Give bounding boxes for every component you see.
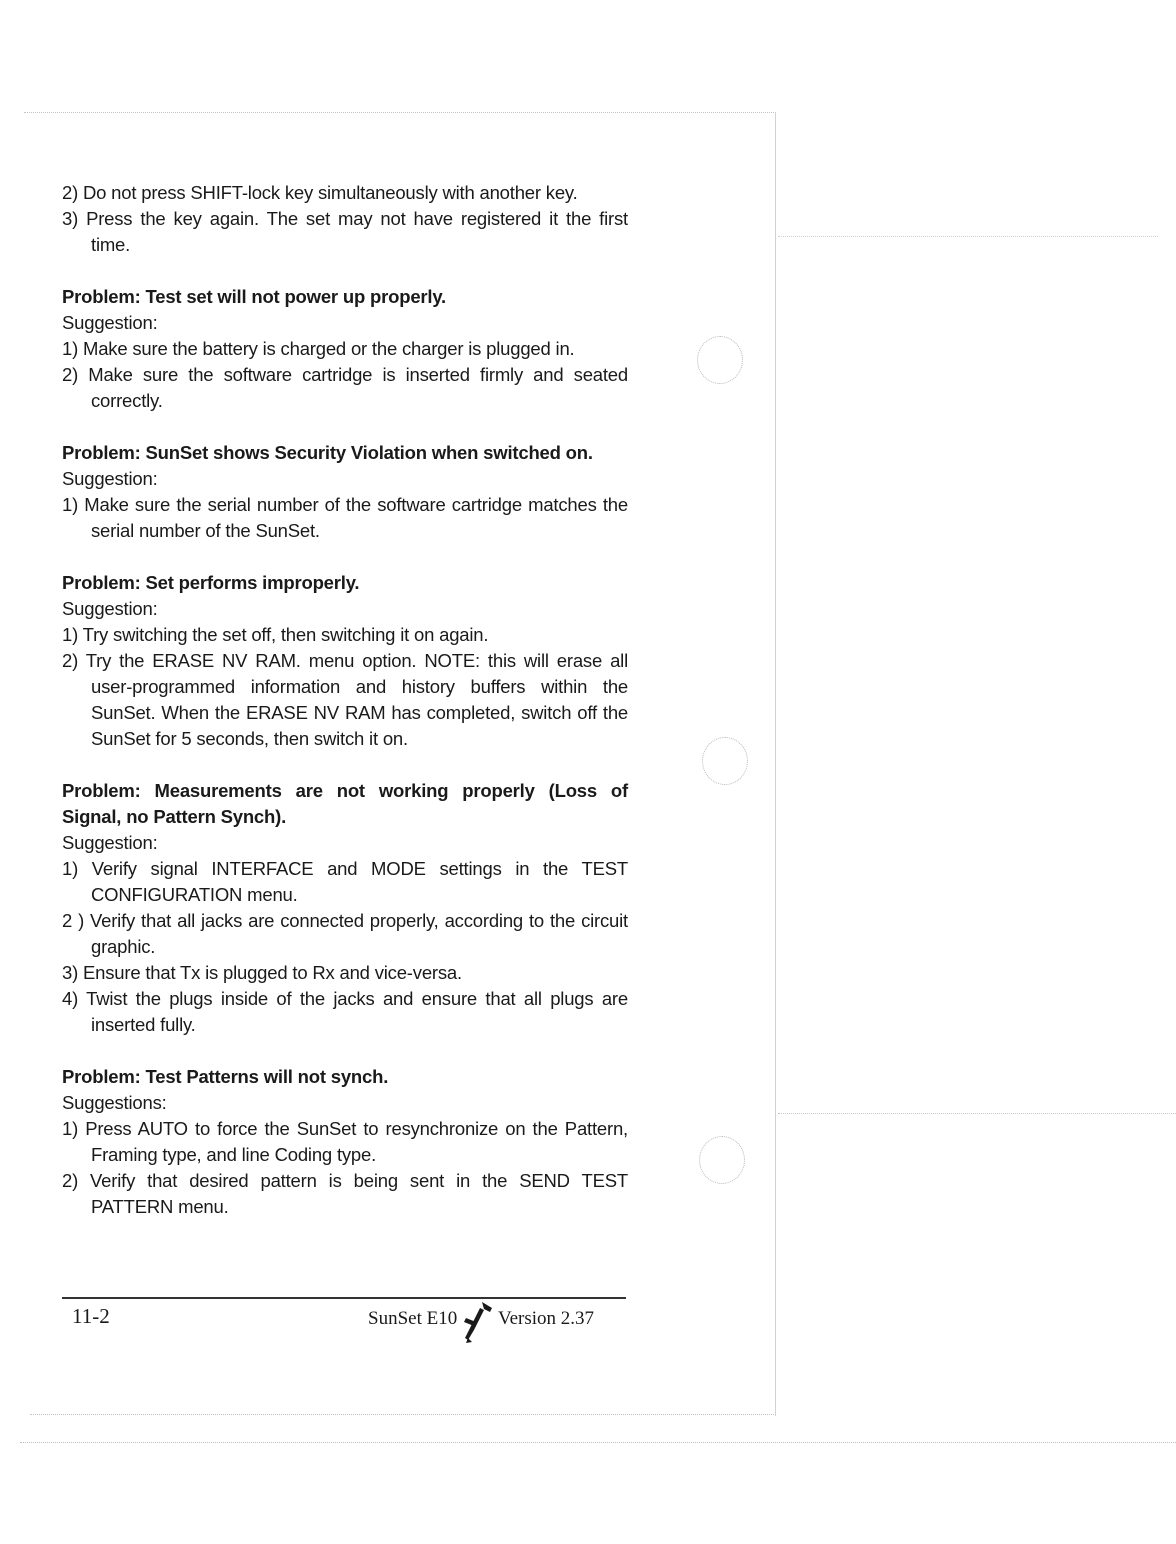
suggestion-item: 2) Make sure the software cartridge is inserted firmly and seated correctly. — [62, 364, 628, 411]
footer-product-name: SunSet E10 — [368, 1308, 458, 1329]
intro-item: 3) Press the key again. The set may not have registered it the first time. — [62, 208, 628, 255]
suggestion-item: 2) Verify that desired pattern is being sent in the SEND TEST PATTERN menu. — [62, 1170, 628, 1217]
suggestion-item: 1) Press AUTO to force the SunSet to resynchronize on the Pattern, Framing type, and line Coding type. — [62, 1118, 628, 1165]
suggestion-item: 4) Twist the plugs inside of the jacks and ensure that all plugs are inserted fully. — [62, 988, 628, 1035]
suggestion-label: Suggestion: — [62, 598, 158, 619]
problem-section — [62, 284, 628, 414]
problem-heading: Problem: SunSet shows Security Violation when switched on. — [62, 442, 593, 463]
tab-divider-lower — [778, 1113, 1176, 1114]
binder-hole-bottom — [699, 1136, 745, 1184]
binder-hole-top — [697, 336, 743, 384]
problem-section — [62, 570, 628, 752]
page-body — [62, 180, 628, 1220]
suggestion-item: 3) Ensure that Tx is plugged to Rx and vice-versa. — [62, 962, 462, 983]
page-bottom-edge — [20, 1442, 1176, 1443]
problem-heading: Problem: Test set will not power up properly. — [62, 286, 446, 307]
suggestion-item: 1) Try switching the set off, then switching it on again. — [62, 624, 489, 645]
intro-item: 2) Do not press SHIFT-lock key simultaneously with another key. — [62, 182, 578, 203]
handset-logo-icon — [462, 1300, 494, 1344]
problem-heading: Problem: Test Patterns will not synch. — [62, 1066, 389, 1087]
problem-section — [62, 1064, 628, 1220]
tab-divider-upper — [778, 236, 1158, 237]
suggestion-label: Suggestions: — [62, 1092, 167, 1113]
suggestion-item: 2) Try the ERASE NV RAM. menu option. NOTE: this will erase all user-programmed information and history buffers within the SunSet. When the ERASE NV RAM has completed, switch off the SunSet for 5 seconds, then switch it on. — [62, 650, 628, 749]
suggestion-item: 1) Make sure the serial number of the software cartridge matches the serial number of the SunSet. — [62, 494, 628, 541]
footer-version: Version 2.37 — [498, 1308, 595, 1329]
suggestion-item: 1) Make sure the battery is charged or the charger is plugged in. — [62, 338, 575, 359]
suggestion-item: 2 ) Verify that all jacks are connected properly, according to the circuit graphic. — [62, 910, 628, 957]
page-right-edge — [775, 112, 776, 1416]
problem-heading: Problem: Set performs improperly. — [62, 572, 360, 593]
scan-border-top — [24, 112, 776, 113]
binder-hole-middle — [702, 737, 748, 785]
suggestion-label: Suggestion: — [62, 832, 158, 853]
problem-section — [62, 440, 628, 544]
suggestion-label: Suggestion: — [62, 468, 158, 489]
footer-rule — [62, 1297, 626, 1299]
problem-heading: Problem: Measurements are not working properly (Loss of Signal, no Pattern Synch). — [62, 780, 628, 827]
suggestion-label: Suggestion: — [62, 312, 158, 333]
scan-border-bottom — [30, 1414, 776, 1415]
problem-section — [62, 778, 628, 1038]
page-number: 11-2 — [72, 1304, 110, 1328]
suggestion-item: 1) Verify signal INTERFACE and MODE settings in the TEST CONFIGURATION menu. — [62, 858, 628, 905]
